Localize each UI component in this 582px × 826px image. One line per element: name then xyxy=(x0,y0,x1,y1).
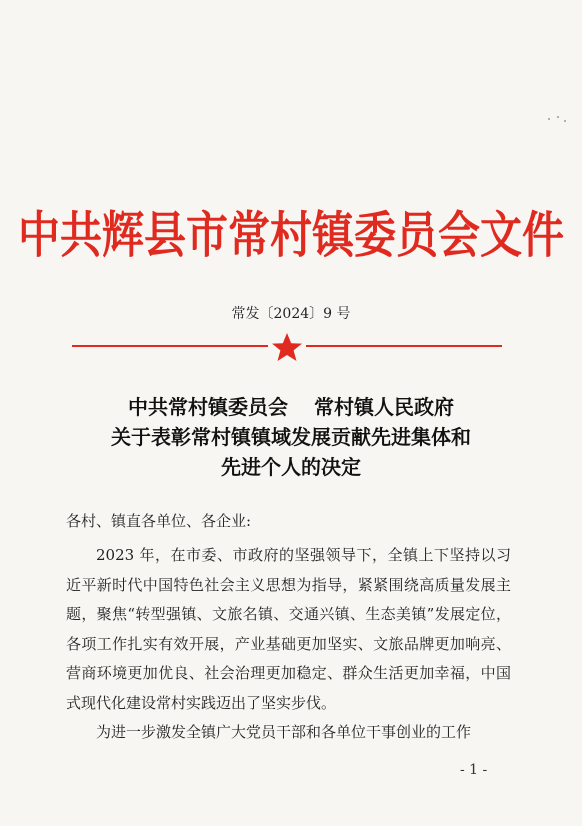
body-text xyxy=(66,541,511,748)
body-paragraph-2: 为进一步激发全镇广大党员干部和各单位干事创业的工作 xyxy=(96,723,472,741)
title-line-3: 先进个人的决定 xyxy=(221,455,361,479)
salutation: 各村、镇直各单位、各企业: xyxy=(66,512,252,530)
scan-speck xyxy=(557,116,559,118)
document-header: 中共辉县市常村镇委员会文件 xyxy=(17,206,564,264)
divider-line-right xyxy=(306,345,502,347)
document-number: 常发〔2024〕9 号 xyxy=(231,306,351,322)
title-line-2: 关于表彰常村镇镇域发展贡献先进集体和 xyxy=(111,425,471,449)
scan-speck xyxy=(548,118,550,120)
document-title xyxy=(0,392,582,482)
scan-speck xyxy=(564,120,566,122)
title-line-1 xyxy=(0,392,582,422)
issuer-party: 中共常村镇委员会 xyxy=(128,395,288,419)
issuer-government: 常村镇人民政府 xyxy=(314,395,454,419)
divider-line-left xyxy=(72,345,268,347)
star-icon xyxy=(271,331,303,363)
body-paragraph-1: 2023 年，在市委、市政府的坚强领导下，全镇上下坚持以习近平新时代中国特色社会主义思想为指导，紧紧围绕高质量发展主题，聚焦“转型强镇、文旅名镇、交通兴镇、生态美镇”发展定位，各项工作扎实有效开展，产业基础更加坚实、文旅品牌更加响亮、营商环境更加优良、社会治理更加稳定、群众生活更加幸福，中国式现代化建设常村实践迈出了坚实步伐。 xyxy=(66,546,511,712)
page-number: - 1 - xyxy=(460,762,488,778)
